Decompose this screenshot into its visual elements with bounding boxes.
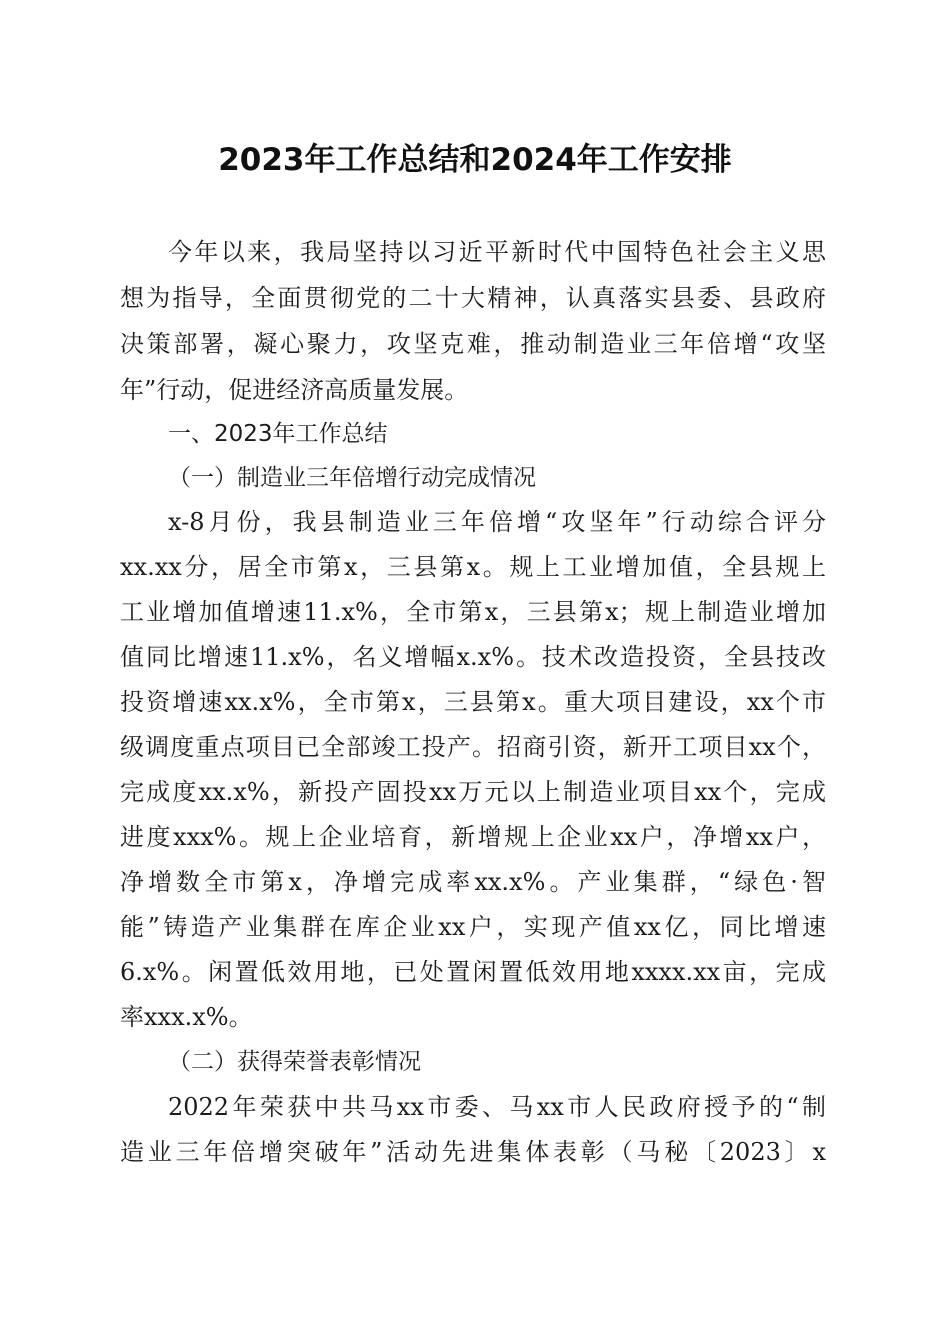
paragraph-line: 能”铸造产业集群在库企业xx户，实现产值xx亿，同比增速 <box>120 913 826 941</box>
paragraph-line: 造业三年倍增突破年”活动先进集体表彰（马秘〔2023〕x <box>120 1138 826 1166</box>
paragraph-line: 净增数全市第x，净增完成率xx.x%。产业集群，“绿色·智 <box>120 868 826 896</box>
paragraph-line: 级调度重点项目已全部竣工投产。招商引资，新开工项目xx个， <box>120 733 826 761</box>
paragraph-line: 决策部署，凝心聚力，攻坚克难，推动制造业三年倍增“攻坚 <box>120 330 826 358</box>
subsection-heading: （二）获得荣誉表彰情况 <box>168 1049 421 1075</box>
paragraph-line: 进度xxx%。规上企业培育，新增规上企业xx户，净增xx户， <box>120 823 826 851</box>
paragraph-line: 2022年荣获中共马xx市委、马xx市人民政府授予的“制 <box>168 1093 826 1121</box>
paragraph-line: 工业增加值增速11.x%，全市第x，三县第x；规上制造业增加 <box>120 598 826 626</box>
paragraph-line: 率xxx.x%。 <box>120 1003 253 1031</box>
section-heading: 一、2023年工作总结 <box>168 421 388 447</box>
document-title: 2023年工作总结和2024年工作安排 <box>218 142 732 178</box>
paragraph-line: 值同比增速11.x%，名义增幅x.x%。技术改造投资，全县技改 <box>120 643 826 671</box>
paragraph-line: 6.x%。闲置低效用地，已处置闲置低效用地xxxx.xx亩，完成 <box>120 958 826 986</box>
paragraph-line: x-8月份，我县制造业三年倍增“攻坚年”行动综合评分 <box>168 508 826 536</box>
paragraph-line: 投资增速xx.x%，全市第x，三县第x。重大项目建设，xx个市 <box>120 688 826 716</box>
paragraph-line: 年”行动，促进经济高质量发展。 <box>120 376 469 404</box>
paragraph-line: 完成度xx.x%，新投产固投xx万元以上制造业项目xx个，完成 <box>120 778 826 806</box>
paragraph-line: 想为指导，全面贯彻党的二十大精神，认真落实县委、县政府 <box>120 284 826 312</box>
paragraph-line: 今年以来，我局坚持以习近平新时代中国特色社会主义思 <box>168 238 826 266</box>
paragraph-line: xx.xx分，居全市第x，三县第x。规上工业增加值，全县规上 <box>120 553 826 581</box>
subsection-heading: （一）制造业三年倍增行动完成情况 <box>168 465 536 491</box>
